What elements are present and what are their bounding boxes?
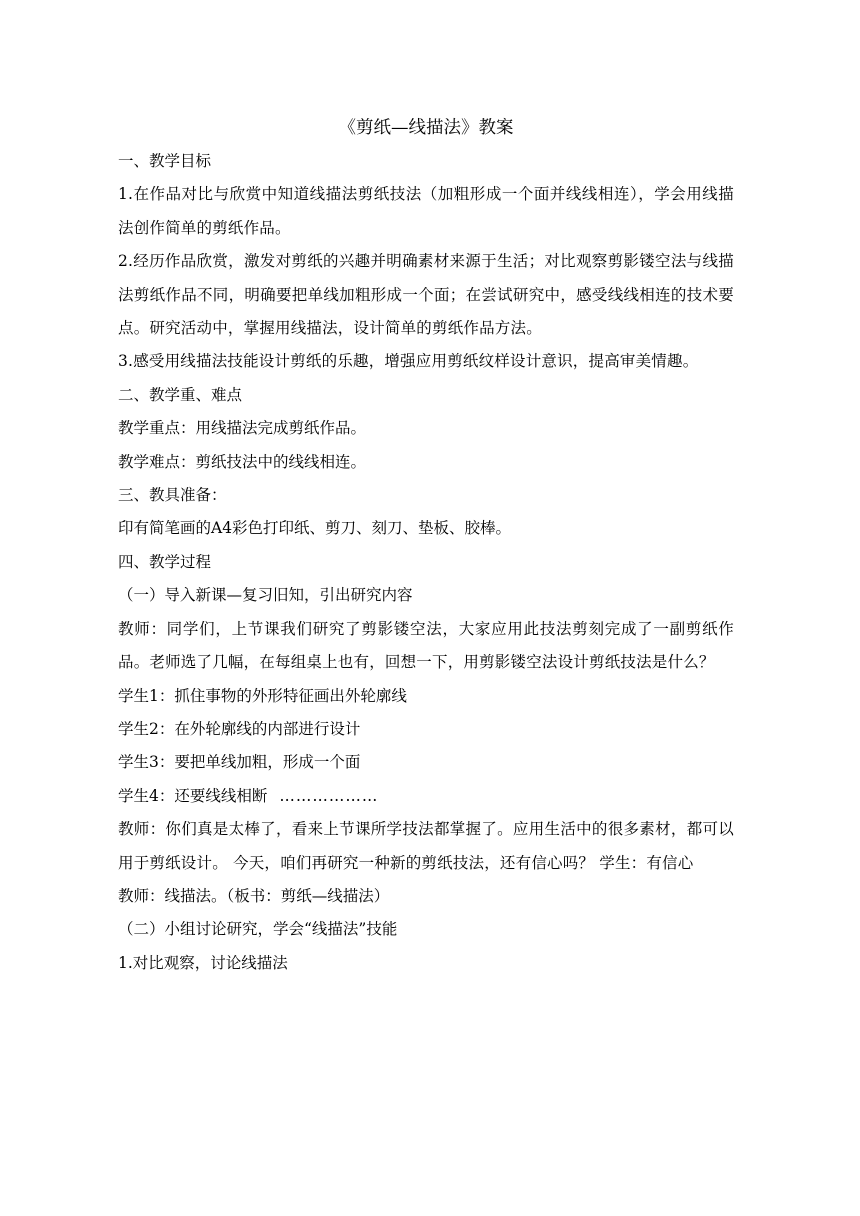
teacher-dialogue-1: 教师：同学们，上节课我们研究了剪影镂空法，大家应用此技法剪刻完成了一副剪纸作品。老师选了几幅，在每组桌上也有，回想一下，用剪影镂空法设计剪纸技法是什么？ (118, 619, 734, 672)
teacher-dialogue-3: 教师：线描法。（板书：剪纸—线描法） (118, 886, 390, 905)
section-heading-objectives: 一、教学目标 (118, 152, 212, 170)
section-heading-process: 四、教学过程 (118, 552, 212, 571)
section-heading-materials: 三、教具准备： (118, 486, 227, 505)
key-point: 教学重点：用线描法完成剪纸作品。 (118, 419, 367, 438)
subsection-1-heading: （一）导入新课—复习旧知，引出研究内容 (118, 586, 413, 605)
student-answer-3: 学生3：要把单线加粗，形成一个面 (118, 753, 361, 772)
materials-list: 印有简笔画的A4彩色打印纸、剪刀、刻刀、垫板、胶棒。 (118, 519, 512, 538)
difficult-point: 教学难点：剪纸技法中的线线相连。 (118, 452, 367, 471)
objective-3: 3.感受用线描法技能设计剪纸的乐趣，增强应用剪纸纹样设计意识，提高审美情趣。 (118, 352, 699, 371)
student-answer-2: 学生2：在外轮廓线的内部进行设计 (118, 719, 361, 738)
step-1: 1.对比观察，讨论线描法 (118, 953, 288, 972)
objective-1: 1.在作品对比与欣赏中知道线描法剪纸技法（加粗形成一个面并线线相连），学会用线描法创作简单的剪纸作品。 (118, 185, 734, 237)
ellipsis-dots: ……………… (279, 786, 379, 805)
student-answer-4 (118, 780, 734, 813)
objective-2: 2.经历作品欣赏，激发对剪纸的兴趣并明确素材来源于生活；对比观察剪影镂空法与线描法剪纸作品不同，明确要把单线加粗形成一个面；在尝试研究中，感受线线相连的技术要点。研究活动中，掌握用线描法，设计简单的剪纸作品方法。 (118, 252, 734, 338)
subsection-2-heading: （二）小组讨论研究，学会“线描法”技能 (118, 920, 398, 939)
document-body (118, 112, 734, 980)
page-title: 《剪纸—线描法》教案 (338, 118, 514, 138)
student-answer-4-text: 学生4：还要线线相断 (118, 786, 268, 805)
section-heading-key-points: 二、教学重、难点 (118, 385, 243, 404)
student-answer-1: 学生1：抓住事物的外形特征画出外轮廓线 (118, 686, 407, 705)
teacher-dialogue-2: 教师：你们真是太棒了，看来上节课所学技法都掌握了。应用生活中的很多素材，都可以用于剪纸设计。 今天，咱们再研究一种新的剪纸技法，还有信心吗？ 学生：有信心 (118, 820, 734, 872)
